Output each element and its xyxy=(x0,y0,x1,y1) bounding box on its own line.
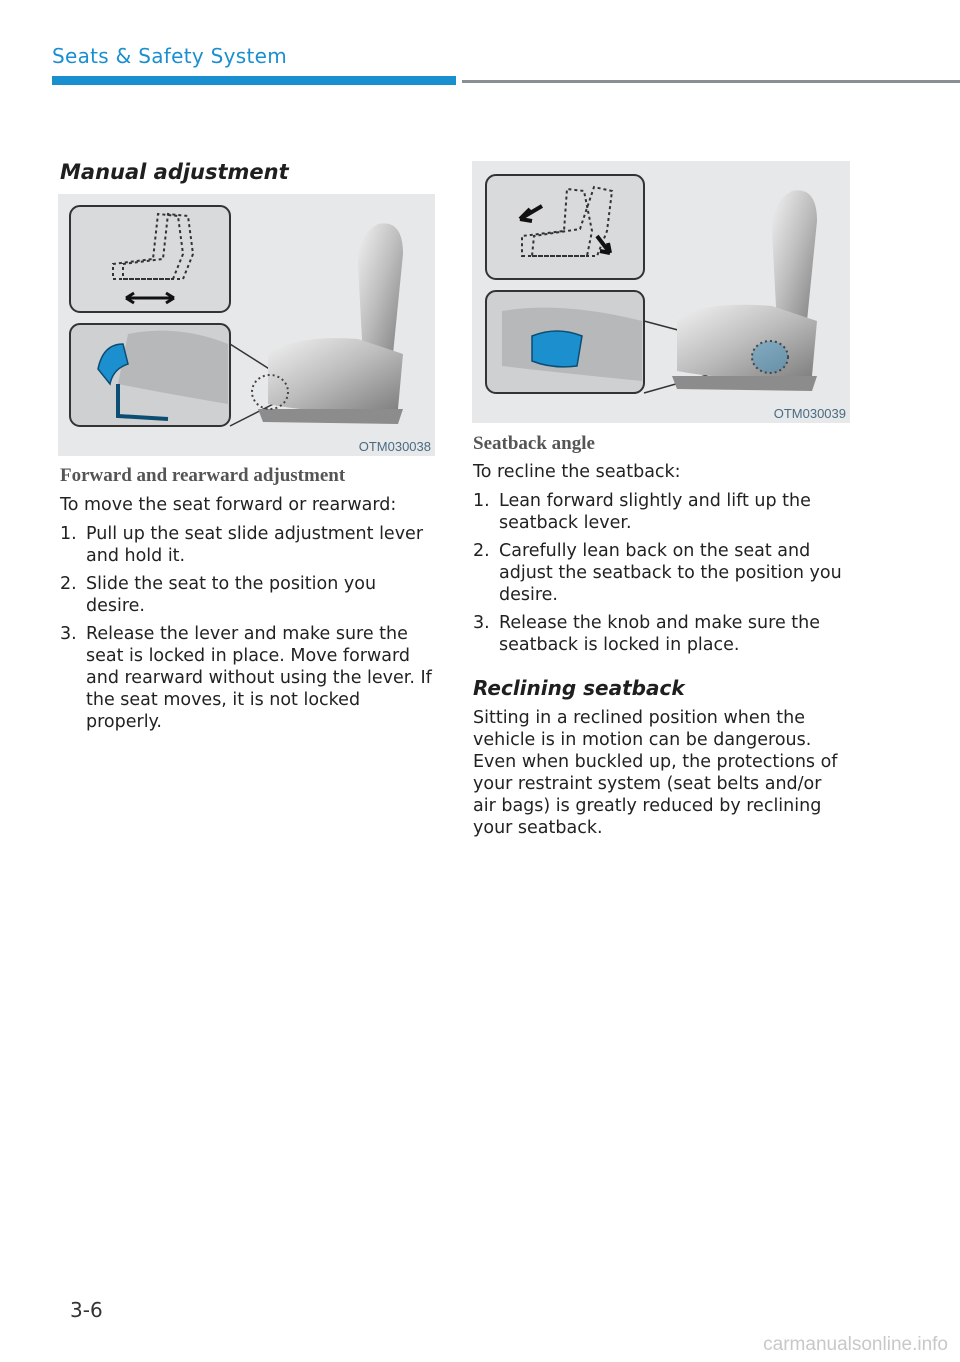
section-title: Seats & Safety System xyxy=(52,44,288,68)
seatback-figure xyxy=(472,161,850,423)
seat-slide-figure xyxy=(58,194,435,456)
page-number: 3-6 xyxy=(70,1298,103,1322)
figure-code: OTM030038 xyxy=(358,439,431,454)
seat-slide-illustration xyxy=(58,194,435,456)
figure-code: OTM030039 xyxy=(773,406,846,421)
watermark: carmanualsonline.info xyxy=(763,1334,948,1355)
seatback-angle-subheading: Seatback angle xyxy=(473,433,595,454)
forward-rearward-subheading: Forward and rearward adjustment xyxy=(60,465,346,486)
reclining-seatback-heading: Reclining seatback xyxy=(473,676,685,700)
list-item: 1. Lean forward slightly and lift up the seatback lever. xyxy=(473,491,811,533)
forward-rearward-intro: To move the seat forward or rearward: xyxy=(60,495,397,515)
header-rule-gray xyxy=(462,80,960,83)
list-item: 2. Slide the seat to the position you desire. xyxy=(60,574,377,616)
seatback-angle-steps xyxy=(473,490,843,662)
list-item: 3. Release the knob and make sure the seatback is locked in place. xyxy=(473,613,820,655)
seatback-angle-intro: To recline the seatback: xyxy=(473,462,681,482)
list-item: 1. Pull up the seat slide adjustment lever and hold it. xyxy=(60,524,424,566)
manual-adjustment-heading: Manual adjustment xyxy=(60,160,289,184)
list-item: 3. Release the lever and make sure the seat is locked in place. Move forward and rearward without using the lever. If the seat moves, it is not locked properly. xyxy=(60,624,432,732)
header-rule-blue xyxy=(52,76,456,85)
reclining-seatback-body: Sitting in a reclined position when the vehicle is in motion can be dangerous. Even when buckled up, the protections of your restraint system (seat belts and/or air bags) is greatly reduced by reclining your seatback. xyxy=(473,708,838,838)
forward-rearward-steps xyxy=(60,523,435,739)
list-item: 2. Carefully lean back on the seat and adjust the seatback to the position you desire. xyxy=(473,541,842,605)
seatback-illustration xyxy=(472,161,850,423)
